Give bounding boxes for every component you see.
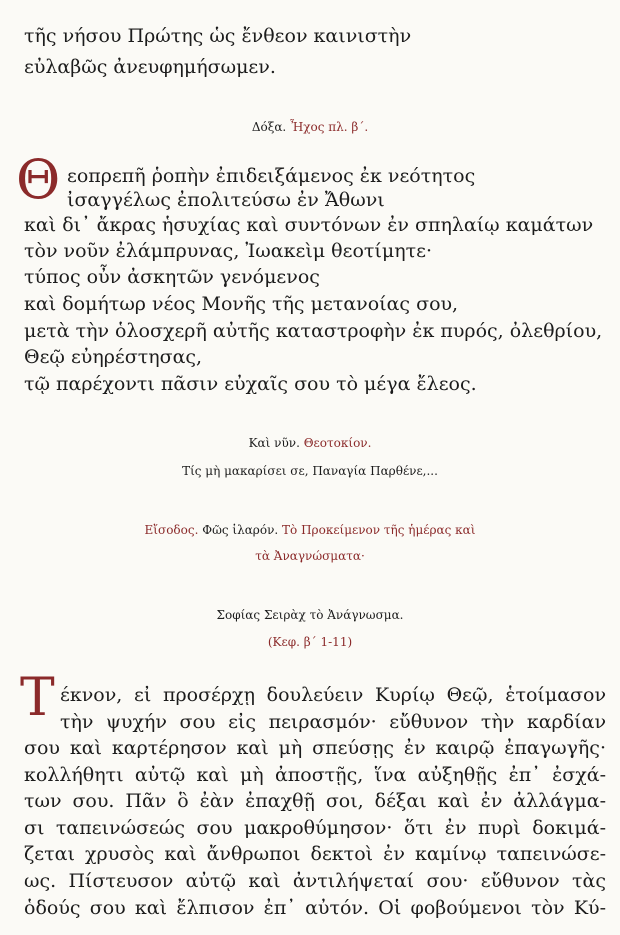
- troparion-drop-cap: Θ: [16, 148, 61, 211]
- eisodos-line-2: τὰ Ἀναγνώσματα·: [255, 549, 365, 563]
- troparion-line: Θεῷ εὐηρέστησας,: [24, 346, 203, 368]
- theotokion-label: Θεοτοκίον.: [303, 436, 372, 450]
- troparion-line: καὶ δομήτωρ νέος Μονῆς τῆς μετανοίας σου,: [24, 293, 459, 315]
- reading-title: Σοφίας Σειρὰχ τὸ Ἀνάγνωσμα.: [216, 608, 404, 622]
- reading-line: σου καὶ καρτέρησον καὶ μὴ σπεύσῃς ἐν καιρῷ ἐπαγωγῆς·: [24, 737, 606, 759]
- reading-line: έκνον, εἰ προσέρχῃ δουλεύειν Κυρίῳ Θεῷ, ἑτοίμασον: [60, 684, 606, 706]
- troparion-line: ἰσαγγέλως ἐπολιτεύσω ἐν Ἄθωνι: [67, 189, 385, 211]
- doxa-label: Δόξα.: [251, 120, 287, 134]
- reading-line: ζεται χρυσὸς καὶ ἄνθρωποι δεκτοὶ ἐν καμίνῳ ταπεινώσε-: [24, 843, 606, 866]
- eisodos-label: Εἴσοδος.: [144, 523, 199, 537]
- reading-drop-cap: Τ: [20, 668, 55, 728]
- intro-line-1: τῆς νήσου Πρώτης ὡς ἔνθεον καινιστὴν: [24, 25, 412, 47]
- reading-line: σι ταπεινώσεώς σου μακροθύμησον· ὅτι ἐν πυρὶ δοκιμά-: [24, 816, 606, 839]
- doxa-mode: Ἦχος πλ. β΄.: [290, 120, 369, 134]
- troparion-line: τύπος οὖν ἀσκητῶν γενόμενος: [24, 266, 320, 288]
- troparion-line: μετὰ τὴν ὁλοσχερῆ αὐτῆς καταστροφὴν ἐκ πυρός, ὀλεθρίου,: [24, 320, 603, 342]
- prokeimenon-label: Τὸ Προκείμενον τῆς ἡμέρας καὶ: [282, 523, 476, 537]
- reading-line: ως. Πίστευσον αὐτῷ καὶ ἀντιλήψεταί σου· εὔθυνον τὰς: [24, 869, 606, 892]
- troparion-line: τῷ παρέχοντι πᾶσιν εὐχαῖς σου τὸ μέγα ἔλεος.: [24, 373, 477, 395]
- kai-nyn-label: Καὶ νῦν.: [248, 436, 300, 450]
- theotokion-incipit: Τίς μὴ μακαρίσει σε, Παναγία Παρθένε,...: [182, 464, 438, 478]
- troparion-line: τὸν νοῦν ἐλάμπρυνας, Ἰωακεὶμ θεοτίμητε·: [24, 240, 432, 262]
- intro-line-2: εὐλαβῶς ἀνευφημήσωμεν.: [24, 56, 276, 78]
- troparion-line: εοπρεπῆ ῥοπὴν ἐπιδειξάμενος ἐκ νεότητος: [67, 165, 476, 187]
- reading-line: κολλήθητι αὐτῷ καὶ μὴ ἀποστῇς, ἵνα αὐξηθῇς ἐπ᾽ ἐσχά-: [24, 763, 606, 786]
- doxa-heading: [0, 115, 620, 139]
- reading-reference: (Κεφ. β΄ 1-11): [267, 635, 353, 649]
- reading-line: των σου. Πᾶν ὃ ἐὰν ἐπαχθῇ σοι, δέξαι καὶ ἐν ἀλλάγμα-: [24, 790, 606, 813]
- reading-text-top: [60, 682, 606, 735]
- reading-line: ὁδούς σου καὶ ἔλπισον ἐπ᾽ αὐτόν. Οἱ φοβούμενοι τὸν Κύ-: [24, 896, 606, 919]
- troparion-line: καὶ δι᾽ ἄκρας ἡσυχίας καὶ συντόνων ἐν σπηλαίῳ καμάτων: [24, 214, 594, 236]
- kai-nyn-heading: [0, 431, 620, 455]
- phos-hilaron: Φῶς ἱλαρόν.: [202, 523, 279, 537]
- reading-line: τὴν ψυχήν σου εἰς πειρασμόν· εὔθυνον τὴν καρδίαν: [60, 710, 606, 733]
- reading-text-body: [24, 735, 606, 921]
- eisodos-line-1: [0, 518, 620, 542]
